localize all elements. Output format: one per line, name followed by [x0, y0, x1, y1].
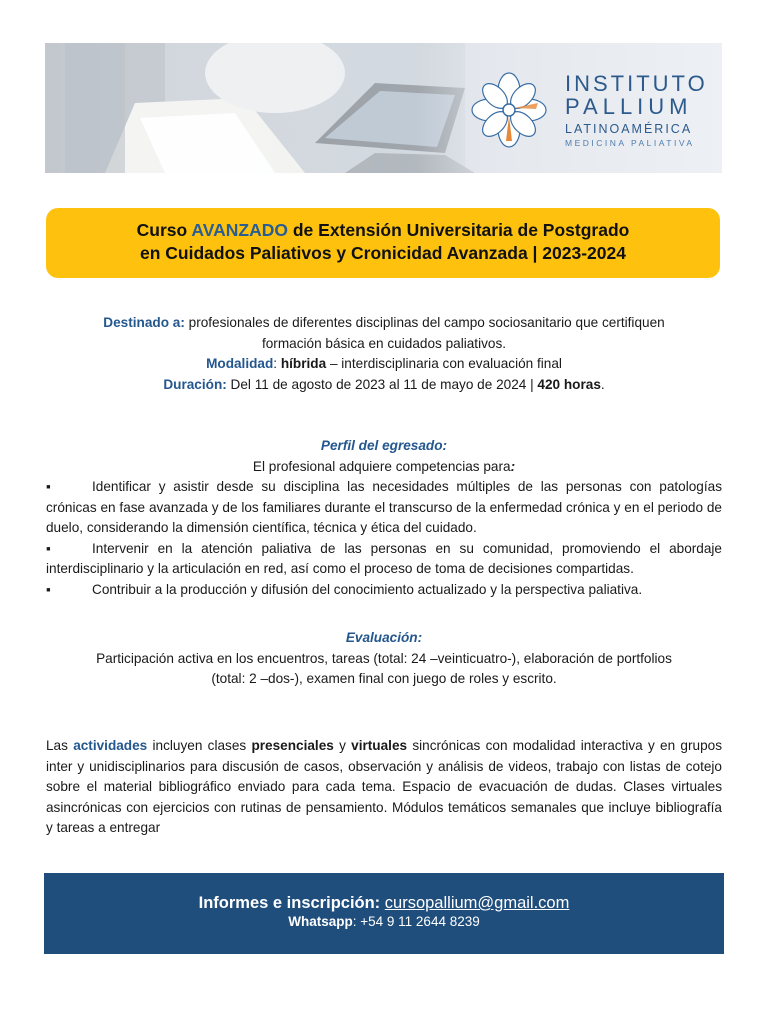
evaluacion-heading: Evaluación:	[345, 630, 423, 645]
modalidad-value: híbrida	[280, 356, 327, 371]
institute-logo-text	[565, 73, 708, 149]
actividades-paragraph: Las actividades incluyen clases presenciales y virtuales sincrónicas con modalidad interactiva y en grupos inter y unidisciplinarios para discusión de casos, observación y análisis de videos, trabajo con listas de cotejo sobre el material bibliográfico enviado para cada tema. Espacio de evacuación de dudas. Clases virtuales asincrónicas con ejercicios con rutinas de pensamiento. Módulos temáticos semanales que incluye bibliografía y tareas a entregar	[46, 738, 722, 835]
logo-line-instituto: INSTITUTO	[565, 71, 708, 96]
duracion-label: Duración:	[163, 376, 227, 392]
destinado-row: Destinado a: profesionales de diferentes disciplinas del campo sociosanitario que certifiquen	[103, 315, 665, 330]
evaluacion-line1: Participación activa en los encuentros, tareas (total: 24 –veinticuatro-), elaboración de portfolios	[96, 650, 672, 666]
whatsapp-row	[44, 913, 724, 930]
informes-label: Informes e inscripción:	[198, 894, 381, 912]
duracion-row: Duración: Del 11 de agosto de 2023 al 11 de mayo de 2024 | 420 horas.	[163, 376, 605, 392]
perfil-heading: Perfil del egresado:	[320, 438, 448, 453]
actividades-keyword: actividades	[73, 738, 148, 753]
bullet-square-icon: ▪	[46, 581, 51, 597]
whatsapp-number: : +54 9 11 2644 8239	[352, 914, 480, 929]
logo-line-latinoamerica: LATINOAMÉRICA	[565, 122, 693, 136]
bullet-square-icon: ▪	[46, 540, 51, 556]
informes-row	[44, 893, 724, 913]
destinado-label: Destinado a:	[103, 315, 185, 330]
course-level-highlight: AVANZADO	[191, 220, 288, 240]
evaluacion-line2: (total: 2 –dos-), examen final con juego de roles y escrito.	[211, 671, 557, 686]
evaluacion-section	[46, 628, 722, 690]
pallium-flower-logo-icon	[470, 71, 548, 149]
header-banner	[45, 43, 722, 173]
logo-line-medicina: MEDICINA PALIATIVA	[565, 138, 695, 148]
course-title-box	[46, 208, 720, 278]
contact-footer	[44, 873, 724, 954]
list-item: ▪ Identificar y asistir desde su disciplina las necesidades múltiples de las personas con patologías crónicas en fase avanzada y de los familiares durante el transcurso de la enfermedad crónica y en el periodo de duelo, considerando la dimensión científica, técnica y ética del cuidado.	[46, 479, 722, 535]
whatsapp-label: Whatsapp	[288, 914, 353, 929]
course-title-line1: Curso AVANZADO de Extensión Universitaria de Postgrado	[136, 220, 630, 240]
perfil-intro: El profesional adquiere competencias para:	[252, 458, 516, 474]
list-item: ▪ Intervenir en la atención paliativa de las personas en su comunidad, promoviendo el abordaje interdisciplinario y la articulación en red, así como el proceso de toma de decisiones compartidas.	[46, 540, 722, 576]
modalidad-label: Modalidad	[206, 356, 274, 371]
perfil-section	[46, 436, 722, 600]
logo-line-pallium: PALLIUM	[565, 94, 693, 119]
email-link[interactable]: cursopallium@gmail.com	[384, 894, 570, 912]
destinado-row-2: formación básica en cuidados paliativos.	[261, 335, 507, 351]
course-info	[46, 313, 722, 395]
list-item: ▪ Contribuir a la producción y difusión del conocimiento actualizado y la perspectiva paliativa.	[46, 580, 722, 601]
bullet-square-icon: ▪	[46, 479, 51, 494]
course-title-line2: en Cuidados Paliativos y Cronicidad Avanzada | 2023-2024	[139, 243, 626, 263]
modalidad-row: Modalidad: híbrida – interdisciplinaria con evaluación final	[206, 356, 562, 371]
duracion-hours: 420 horas	[537, 376, 601, 392]
